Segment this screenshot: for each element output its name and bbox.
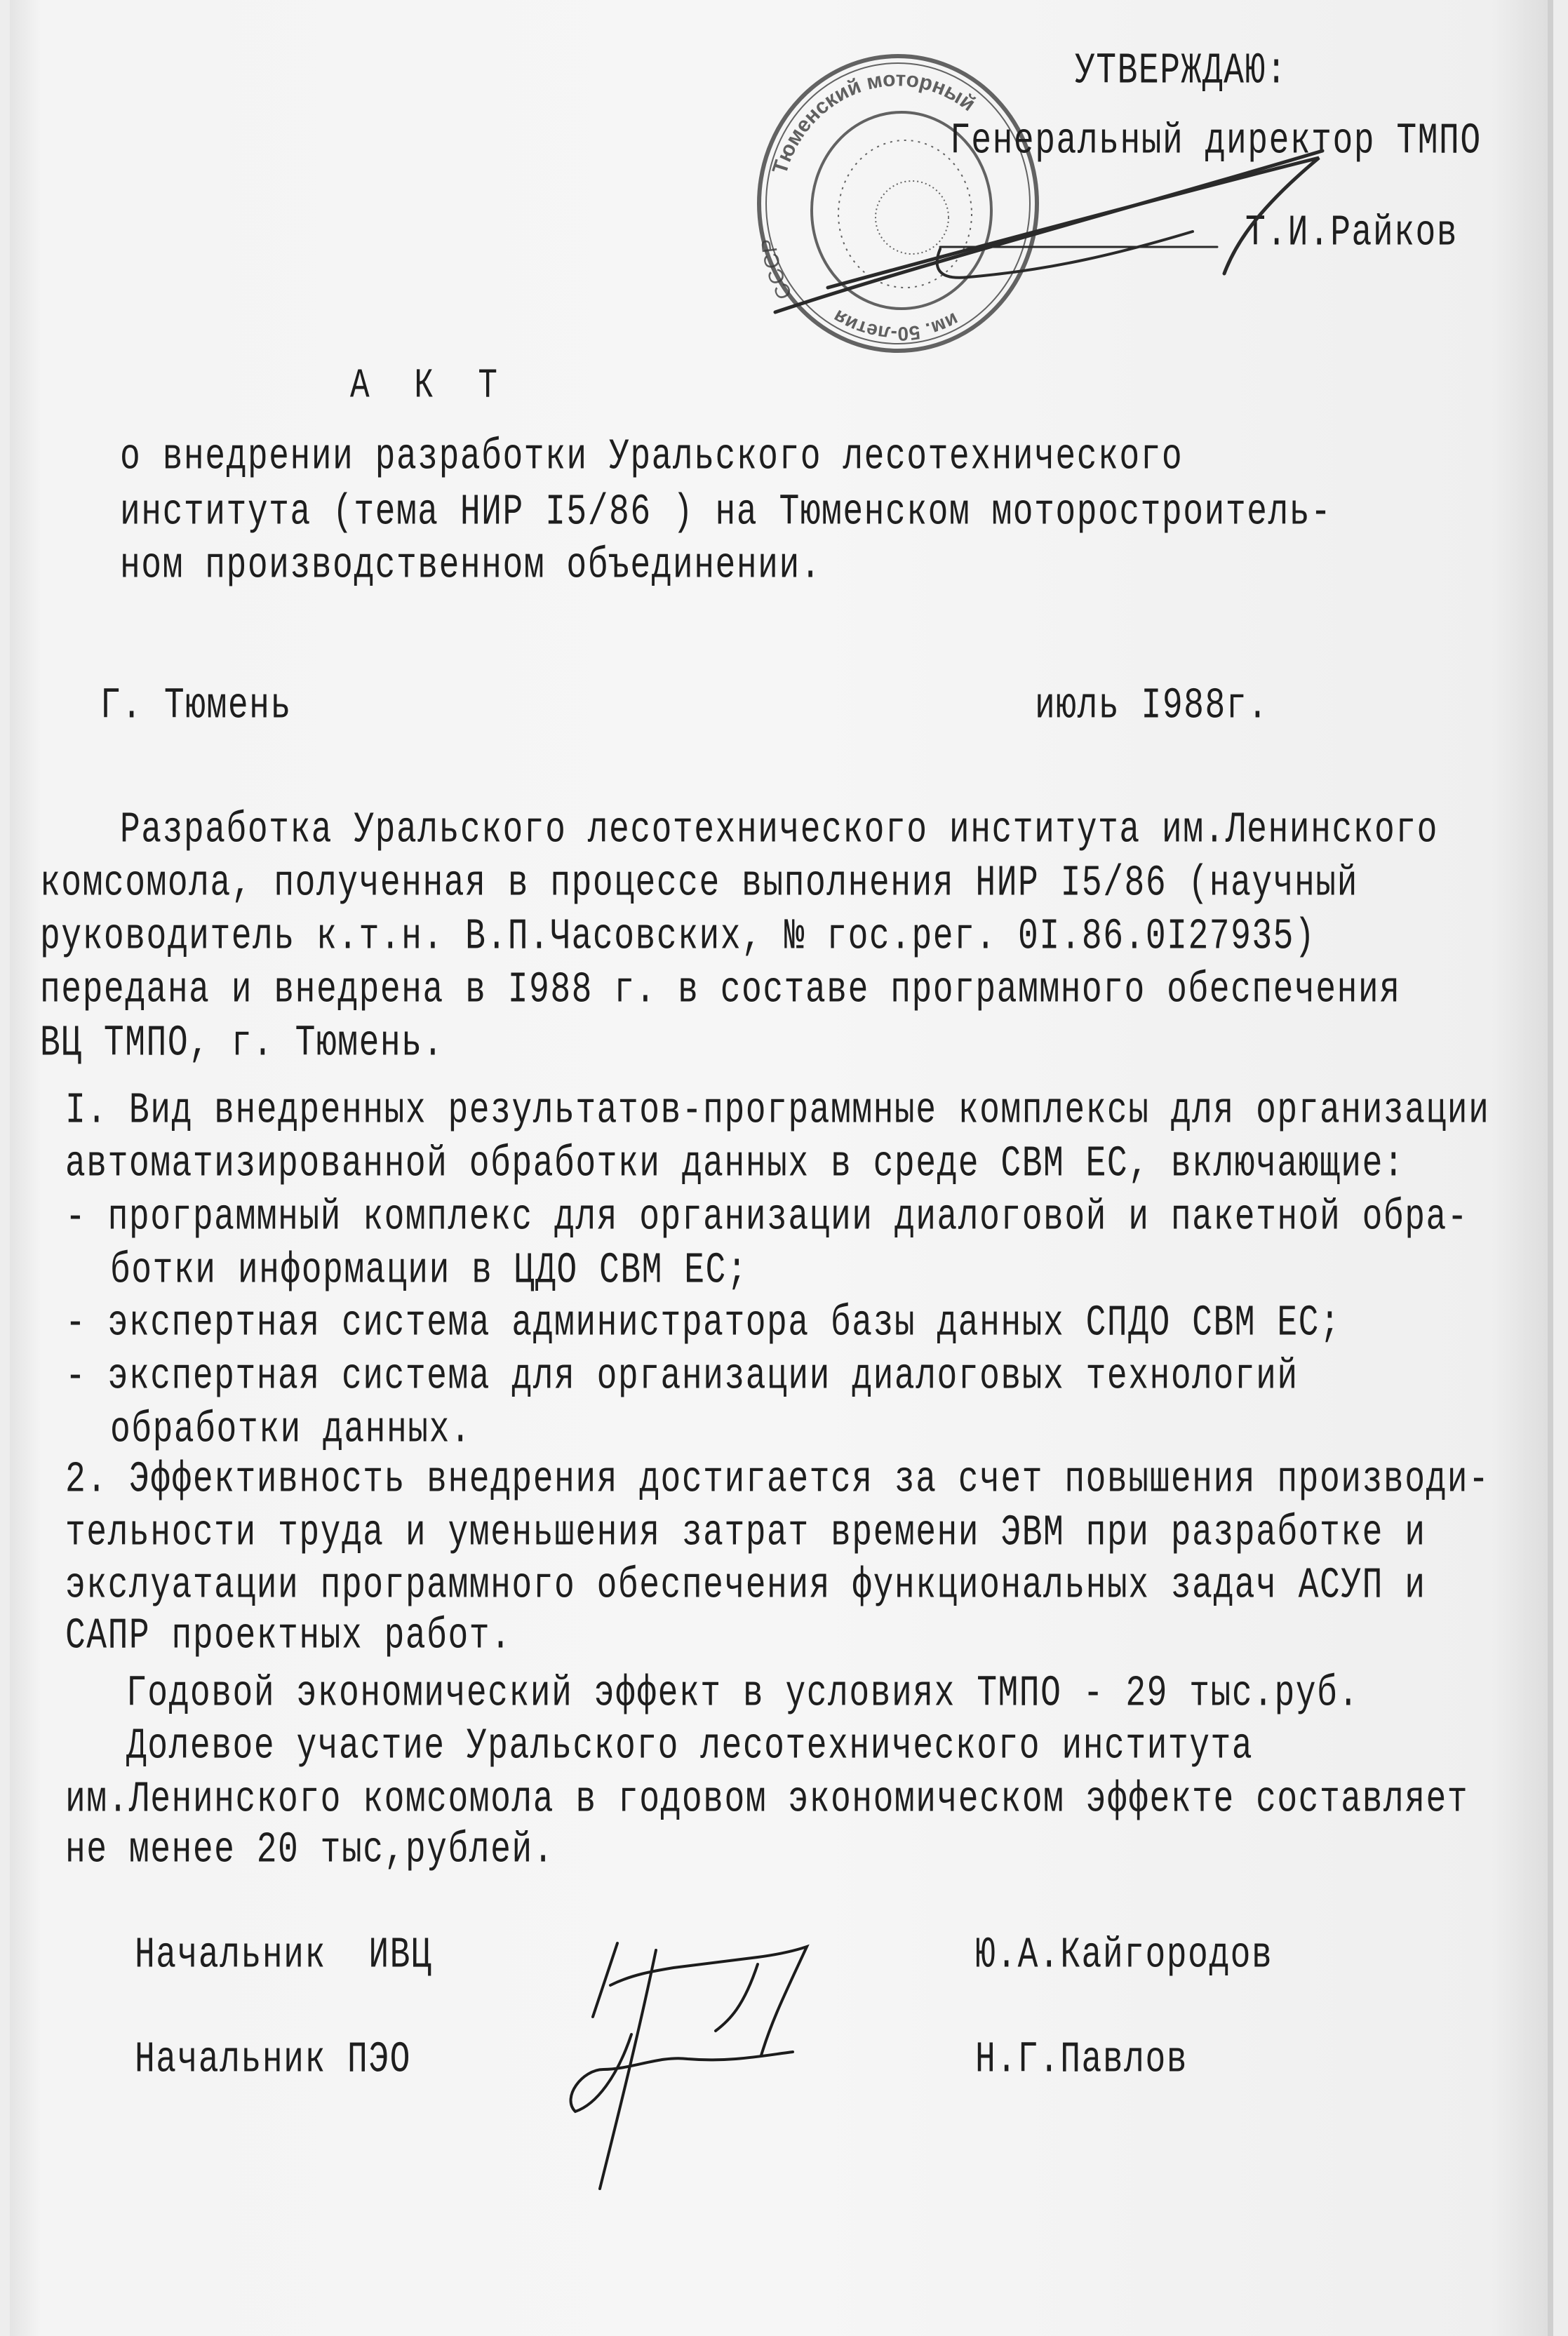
section1-line: автоматизированной обработки данных в среде СВМ ЕС, включающие: — [65, 1139, 1405, 1190]
intro-line: передана и внедрена в I988 г. в составе программного обеспечения — [40, 965, 1401, 1016]
section1-line: I. Вид внедренных результатов-программные комплексы для организации — [65, 1086, 1490, 1136]
section2-line: тельности труда и уменьшения затрат времени ЭВМ при разработке и — [65, 1508, 1426, 1559]
subtitle-line: ном производственном объединении. — [120, 541, 822, 591]
section1-line: - экспертная система для организации диалоговых технологий — [65, 1352, 1299, 1402]
intro-line: руководитель к.т.н. В.П.Часовских, № гос.рег. 0I.86.0I27935) — [40, 912, 1316, 962]
document-date: июль I988г. — [1035, 681, 1269, 732]
effect-line: не менее 20 тыс,рублей. — [65, 1825, 555, 1876]
section2-line: 2. Эффективность внедрения достигается за счет повышения производи- — [65, 1455, 1490, 1505]
effect-line: им.Ленинского комсомола в годовом экономическом эффекте составляет — [65, 1775, 1469, 1825]
intro-line: ВЦ ТМПО, г. Тюмень. — [40, 1019, 444, 1069]
document-title: А К Т — [350, 362, 511, 410]
subtitle-line: о внедрении разработки Уральского лесотехнического — [120, 432, 1184, 483]
section1-line: - экспертная система администратора базы данных СПДО СВМ ЕС; — [65, 1298, 1341, 1349]
intro-line: комсомола, полученная в процессе выполнения НИР I5/86 (научный — [40, 859, 1358, 909]
signatory-name: Н.Г.Павлов — [975, 2035, 1188, 2086]
section1-line: - программный комплекс для организации диалоговой и пакетной обра- — [65, 1193, 1469, 1243]
section2-line: экслуатации программного обеспечения функциональных задач АСУП и — [65, 1561, 1426, 1611]
stamp-text-top: Тюменский моторный — [768, 67, 980, 177]
approval-name: Т.И.Райков — [1245, 208, 1459, 259]
signatory-name: Ю.А.Кайгородов — [975, 1931, 1273, 1981]
section2-line: САПР проектных работ. — [65, 1611, 512, 1662]
signatory-position: Начальник ПЭО — [135, 2035, 411, 2086]
subtitle-line: института (тема НИР I5/86 ) на Тюменском моторостроитель- — [120, 488, 1332, 538]
intro-line: Разработка Уральского лесотехнического института им.Ленинского — [120, 805, 1438, 856]
approval-heading: УТВЕРЖДАЮ: — [1075, 46, 1288, 97]
signatory-position: Начальник ИВЦ — [135, 1931, 433, 1981]
stamp-text-left: СССР — [757, 237, 797, 303]
approval-position: Генеральный директор ТМПО — [950, 116, 1482, 167]
effect-line: Годовой экономический эффект в условиях ТМПО - 29 тыс.руб. — [126, 1669, 1360, 1719]
document-place: Г. Тюмень — [100, 681, 292, 732]
effect-line: Долевое участие Уральского лесотехнического института — [126, 1721, 1254, 1772]
section1-line: ботки информации в ЦДО СВМ ЕС; — [110, 1246, 749, 1296]
page-edge — [1548, 0, 1553, 2336]
stamp-text-bottom: им. 50-летия — [829, 305, 963, 345]
section1-line: обработки данных. — [110, 1405, 472, 1456]
